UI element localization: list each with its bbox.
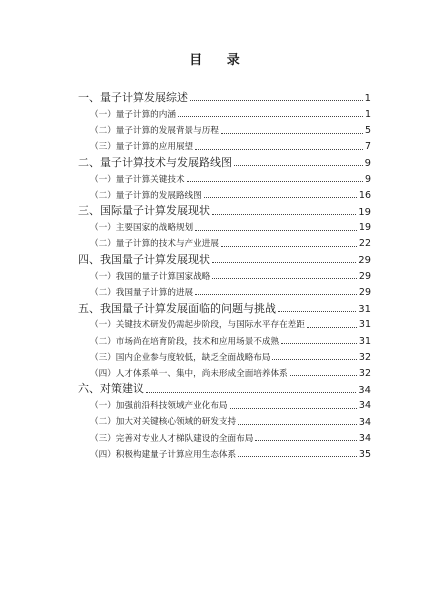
toc-entry-text: （三）量子计算的应用展望: [90, 142, 194, 153]
toc-entry-text: （四）人才体系单一、集中，尚未形成全面培养体系: [90, 368, 288, 379]
toc-section-entry[interactable]: [0, 185, 429, 201]
dot-leader: [307, 327, 357, 328]
dot-leader: [204, 197, 357, 198]
toc-page-number: 5: [364, 125, 371, 137]
toc-section-entry[interactable]: [0, 428, 429, 444]
dot-leader: [234, 165, 363, 166]
toc-section-entry[interactable]: [0, 347, 429, 363]
toc-chapter-entry[interactable]: [0, 88, 429, 104]
toc-entry-text: 五、我国量子计算发展面临的问题与挑战: [78, 301, 276, 315]
dot-leader: [290, 375, 357, 376]
toc-entry-text: （三）完善对专业人才梯队建设的全面布局: [90, 433, 254, 444]
dot-leader: [195, 149, 363, 150]
toc-entry-text: （二）量子计算的技术与产业进展: [90, 239, 219, 250]
toc-section-entry[interactable]: [0, 444, 429, 460]
toc-entry-text: （一）量子计算的内涵: [90, 109, 176, 120]
toc-section-entry[interactable]: [0, 169, 429, 185]
dot-leader: [190, 100, 363, 101]
toc-section-entry[interactable]: [0, 137, 429, 153]
toc-section-entry[interactable]: [0, 331, 429, 347]
dot-leader: [238, 424, 357, 425]
dot-leader: [146, 392, 356, 393]
dot-leader: [278, 311, 356, 312]
dot-leader: [272, 359, 356, 360]
toc-page-number: 34: [358, 400, 371, 412]
toc-entry-text: （二）市场尚在培育阶段，技术和应用场景不成熟: [90, 336, 280, 347]
toc-page-number: 31: [358, 335, 371, 347]
toc-entry-text: 三、国际量子计算发展现状: [78, 204, 210, 218]
toc-page-number: 1: [364, 108, 371, 120]
toc-section-entry[interactable]: [0, 218, 429, 234]
toc-entry-text: （二）我国量子计算的进展: [90, 287, 194, 298]
toc-section-entry[interactable]: [0, 282, 429, 298]
dot-leader: [255, 440, 357, 441]
dot-leader: [238, 456, 357, 457]
toc-section-entry[interactable]: [0, 234, 429, 250]
toc-chapter-entry[interactable]: [0, 379, 429, 395]
toc-entry-text: （三）国内企业参与度较低，缺乏全面战略布局: [90, 352, 271, 363]
toc-chapter-entry[interactable]: [0, 153, 429, 169]
toc-page-number: 29: [358, 287, 371, 298]
dot-leader: [230, 408, 357, 409]
toc-page-number: 32: [358, 351, 371, 363]
toc-page-number: 19: [358, 222, 371, 234]
toc-section-entry[interactable]: [0, 412, 429, 428]
toc-chapter-entry[interactable]: [0, 298, 429, 314]
toc-entry-text: 二、量子计算技术与发展路线图: [78, 155, 232, 169]
toc-section-entry[interactable]: [0, 120, 429, 136]
toc-section-entry[interactable]: [0, 266, 429, 282]
toc-page-number: 35: [358, 448, 371, 460]
toc-entry-text: （一）加强前沿科技领域产业化布局: [90, 401, 228, 412]
dot-leader: [212, 278, 357, 279]
toc-page-number: 9: [364, 173, 371, 185]
toc-page-number: 34: [358, 432, 371, 444]
toc-page-number: 34: [358, 384, 371, 396]
toc-entry-text: 四、我国量子计算发展现状: [78, 252, 210, 266]
toc-page-number: 7: [364, 141, 371, 153]
toc-entry-text: （二）量子计算的发展背景与历程: [90, 126, 219, 137]
toc-chapter-entry[interactable]: [0, 250, 429, 266]
dot-leader: [281, 343, 357, 344]
toc-entry-text: （一）量子计算关键技术: [90, 174, 185, 185]
toc-section-entry[interactable]: [0, 396, 429, 412]
dot-leader: [187, 181, 363, 182]
toc-page-number: 29: [358, 270, 371, 282]
toc-entry-text: （一）关键技术研发仍需起步阶段，与国际水平存在差距: [90, 320, 305, 331]
toc-page-number: 22: [358, 238, 371, 250]
toc-section-entry[interactable]: [0, 363, 429, 379]
toc-section-entry[interactable]: [0, 315, 429, 331]
toc-entry-text: 六、对策建议: [78, 382, 144, 396]
toc-title: 目 录: [189, 53, 250, 68]
toc-page-number: 34: [358, 416, 371, 428]
table-of-contents: [0, 88, 429, 460]
dot-leader: [212, 262, 356, 263]
toc-page-number: 31: [358, 319, 371, 331]
toc-entry-text: （一）我国的量子计算国家战略: [90, 271, 211, 282]
toc-section-entry[interactable]: [0, 104, 429, 120]
toc-page-number: 29: [358, 255, 371, 267]
toc-entry-text: 一、量子计算发展综述: [78, 91, 188, 105]
toc-entry-text: （二）加大对关键核心领域的研发支持: [90, 417, 237, 428]
dot-leader: [178, 116, 363, 117]
toc-entry-text: （二）量子计算的发展路线图: [90, 190, 202, 201]
toc-page-number: 32: [358, 367, 371, 379]
toc-page-number: 19: [358, 206, 371, 218]
dot-leader: [195, 230, 357, 231]
dot-leader: [212, 214, 356, 215]
toc-page-number: 16: [358, 189, 371, 201]
toc-chapter-entry[interactable]: [0, 201, 429, 217]
toc-page-number: 9: [364, 157, 371, 169]
dot-leader: [221, 133, 363, 134]
toc-page-number: 31: [358, 303, 371, 315]
toc-entry-text: （一）主要国家的战略规划: [90, 223, 194, 234]
toc-entry-text: （四）积极构建量子计算应用生态体系: [90, 449, 237, 460]
dot-leader: [195, 294, 357, 295]
toc-page-number: 1: [364, 93, 371, 105]
dot-leader: [221, 246, 357, 247]
